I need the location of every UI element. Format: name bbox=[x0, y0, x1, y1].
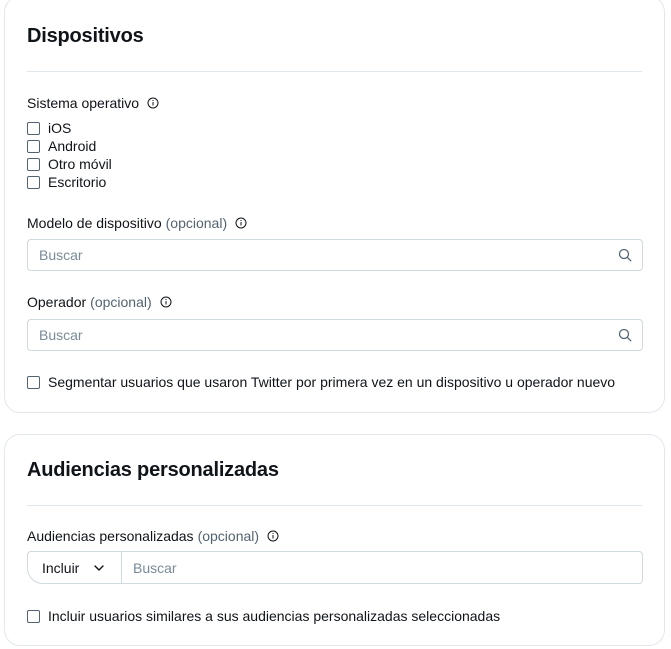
os-option-other-mobile[interactable] bbox=[27, 156, 112, 172]
new-users-checkbox[interactable] bbox=[27, 376, 40, 389]
carrier-search[interactable] bbox=[27, 319, 643, 351]
os-ios-checkbox[interactable] bbox=[27, 122, 40, 135]
lookalike-option[interactable] bbox=[27, 608, 500, 624]
info-icon[interactable] bbox=[146, 96, 160, 110]
os-option-android[interactable] bbox=[27, 138, 96, 154]
os-option-ios[interactable] bbox=[27, 120, 71, 136]
carrier-label-text: Operador bbox=[27, 294, 87, 310]
search-icon[interactable] bbox=[618, 248, 632, 262]
device-model-label-text: Modelo de dispositivo bbox=[27, 215, 162, 231]
info-icon[interactable] bbox=[266, 529, 280, 543]
audiences-divider bbox=[27, 505, 642, 506]
audiences-card bbox=[4, 434, 665, 646]
include-select-value: Incluir bbox=[42, 559, 80, 576]
os-desktop-checkbox[interactable] bbox=[27, 176, 40, 189]
chevron-down-icon bbox=[93, 562, 105, 574]
carrier-search-input[interactable] bbox=[28, 320, 618, 350]
os-ios-label: iOS bbox=[48, 120, 72, 136]
new-users-option[interactable] bbox=[27, 374, 615, 390]
search-icon[interactable] bbox=[618, 328, 632, 342]
custom-audiences-combo bbox=[27, 551, 643, 584]
audiences-title: Audiencias personalizadas bbox=[27, 459, 279, 481]
device-model-label bbox=[27, 215, 248, 231]
lookalike-label: Incluir usuarios similares a sus audiencias personalizadas seleccionadas bbox=[48, 608, 501, 624]
carrier-label bbox=[27, 294, 173, 310]
os-label bbox=[27, 95, 160, 111]
device-model-search[interactable] bbox=[27, 239, 643, 271]
os-desktop-label: Escritorio bbox=[48, 174, 107, 190]
devices-card bbox=[4, 0, 665, 413]
custom-audiences-search-input[interactable] bbox=[122, 552, 642, 583]
custom-audiences-optional: (opcional) bbox=[197, 528, 260, 544]
lookalike-checkbox[interactable] bbox=[27, 610, 40, 623]
os-option-desktop[interactable] bbox=[27, 174, 106, 190]
info-icon[interactable] bbox=[234, 216, 248, 230]
os-android-label: Android bbox=[48, 138, 97, 154]
os-label-text: Sistema operativo bbox=[27, 95, 140, 111]
os-other-mobile-checkbox[interactable] bbox=[27, 158, 40, 171]
custom-audiences-label-text: Audiencias personalizadas bbox=[27, 528, 194, 544]
device-model-search-input[interactable] bbox=[28, 240, 618, 270]
devices-title: Dispositivos bbox=[27, 25, 144, 47]
info-icon[interactable] bbox=[159, 295, 173, 309]
os-other-mobile-label: Otro móvil bbox=[48, 156, 112, 172]
new-users-label: Segmentar usuarios que usaron Twitter por primera vez en un dispositivo u operador nuevo bbox=[48, 374, 616, 390]
os-android-checkbox[interactable] bbox=[27, 140, 40, 153]
include-select[interactable] bbox=[28, 552, 122, 583]
custom-audiences-label bbox=[27, 528, 280, 544]
devices-divider bbox=[27, 71, 642, 72]
device-model-optional: (opcional) bbox=[165, 215, 228, 231]
carrier-optional: (opcional) bbox=[90, 294, 152, 310]
